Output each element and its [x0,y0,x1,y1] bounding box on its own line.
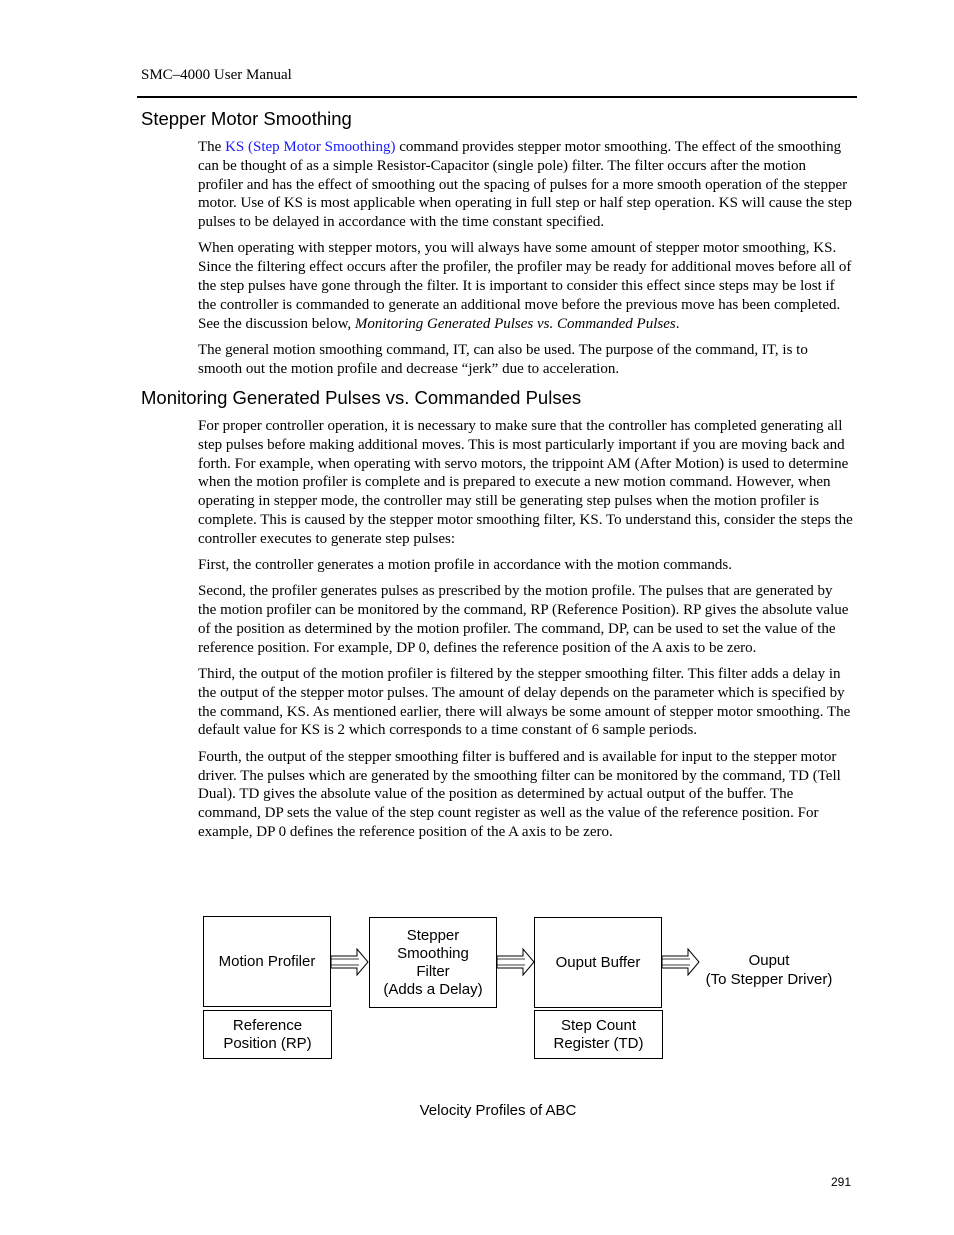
paragraph [198,138,854,232]
italic-reference: Monitoring Generated Pulses vs. Commanded Pulses [354,315,676,332]
reference-position-label: Position (RP) [223,1034,312,1052]
step-count-box [534,1010,663,1059]
page-number: 291 [831,1175,852,1189]
smoothing-filter-label: Filter [416,962,450,980]
section-body-monitoring-pulses [198,417,854,849]
text: When operating with stepper motors, you will always have some amount of stepper motor smoothing, KS. Since the filtering effect occurs after the profiler, the profiler may be ready for additional moves before all of the step pulses have gone through the filter. It is important to consider this effect since steps may be lost if the controller is commanded to generate an additional move before the previous move has been completed. See the discussion below, [198,240,852,332]
smoothing-filter-label: (Adds a Delay) [383,980,483,998]
paragraph: The general motion smoothing command, IT, can also be used. The purpose of the command, IT, is to smooth out the motion profile and decrease “jerk” due to acceleration. [198,341,808,377]
paragraph: For proper controller operation, it is necessary to make sure that the controller has completed generating all step pulses before making additional moves. This is most particularly important if you are moving back and forth. For example, when operating with servo motors, the trippoint AM (After Motion) is used to determine when the motion profiler is complete and is prepared to execute a new motion command. However, when operating in stepper mode, the controller may still be generating step pulses when the motion profiler is complete. This is caused by the stepper motor smoothing filter, KS. To understand this, consider the steps the controller executes to generate step pulses: [198,418,853,547]
output-buffer-box [534,917,662,1008]
arrow-right-icon [496,948,536,976]
section-heading-monitoring-pulses: Monitoring Generated Pulses vs. Commanded Pulses [141,387,582,408]
diagram-caption: Velocity Profiles of ABC [419,1102,577,1119]
motion-profiler-label: Motion Profiler [218,952,316,970]
reference-position-label: Reference [232,1016,303,1034]
smoothing-filter-label: Smoothing [397,944,469,962]
step-count-label: Step Count [560,1016,637,1034]
output-label-line: (To Stepper Driver) [705,971,833,988]
output-buffer-label: Ouput Buffer [555,953,641,971]
step-count-label: Register (TD) [553,1034,644,1052]
motion-profiler-box [203,916,331,1007]
paragraph [198,239,854,333]
section-body-stepper-smoothing [198,138,854,386]
arrow-right-icon [330,948,370,976]
header-rule [137,96,857,98]
output-label [694,951,844,989]
reference-position-box [203,1010,332,1059]
smoothing-filter-box [369,917,497,1008]
paragraph: Fourth, the output of the stepper smoothing filter is buffered and is available for input to the stepper motor driver. The pulses which are generated by the smoothing filter can be monitored by the command, TD (Tell Dual). TD gives the absolute value of the position as determined by actual output of the buffer. The command, DP sets the value of the step count register as well as the value of the reference position. For example, DP 0 defines the reference position of the A axis to be zero. [198,748,841,840]
paragraph: Third, the output of the motion profiler is filtered by the stepper smoothing filter. This filter adds a delay in the output of the stepper motor pulses. The amount of delay depends on the parameter which is specified by the command, KS. As mentioned earlier, there will always be some amount of stepper motor smoothing. The default value for KS is 2 which corresponds to a time constant of 6 sample periods. [198,666,851,739]
output-label-line: Ouput [748,952,790,969]
text: command provides stepper motor smoothing. The effect of the smoothing can be thought of as a simple Resistor-Capacitor (single pole) filter. The filter occurs after the motion profiler and has the effect of smoothing out the spacing of pulses for a more smooth operation of the stepper motor. Use of KS is most applicable when operating in full step or half step operation. KS will cause the step pulses to be delayed in accordance with the time constant specified. [198,139,853,231]
paragraph: Second, the profiler generates pulses as prescribed by the motion profile. The pulses that are generated by the motion profiler can be monitored by the command, RP (Reference Position). RP gives the absolute value of the position as determined by the motion profiler. The command, DP, can be used to set the value of the reference position. For example, DP 0, defines the reference position of the A axis to be zero. [198,583,849,656]
arrow-right-icon [661,948,701,976]
ks-command-link[interactable]: KS (Step Motor Smoothing) [225,139,396,155]
running-header: SMC–4000 User Manual [141,67,292,83]
smoothing-filter-label: Stepper [406,926,460,944]
text: . [675,315,680,332]
paragraph: First, the controller generates a motion profile in accordance with the motion commands. [198,557,733,574]
text: The [198,139,226,155]
section-heading-stepper-smoothing: Stepper Motor Smoothing [141,108,352,129]
